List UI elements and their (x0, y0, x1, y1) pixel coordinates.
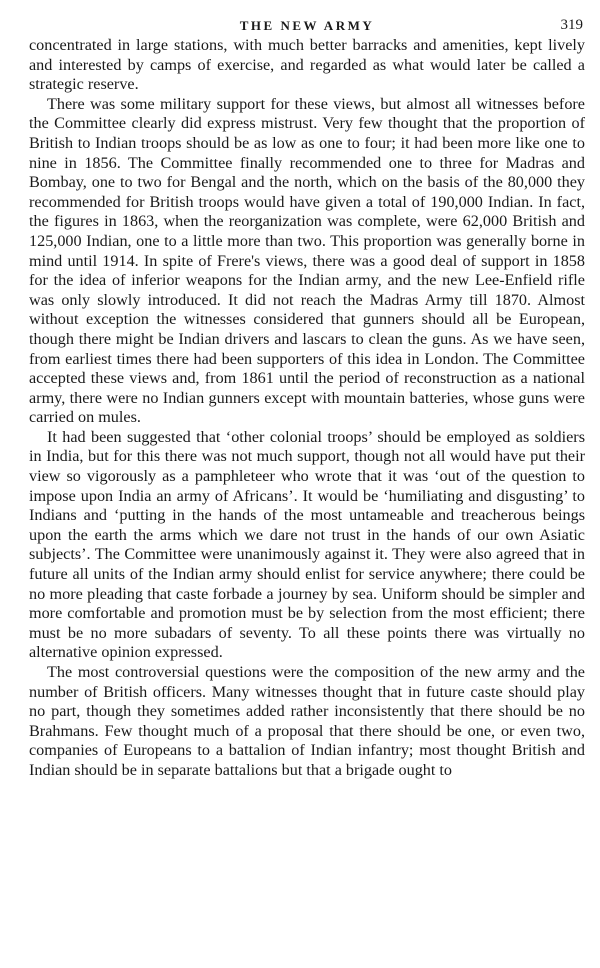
body-text (29, 36, 585, 781)
running-title: THE NEW ARMY (239, 18, 375, 33)
paragraph-1-continuation: concentrated in large stations, with much better barracks and amenities, kept lively and interested by camps of exercise, and regarded as what would later be called a strategic reserve. (29, 36, 585, 94)
page-number: 319 (560, 17, 583, 33)
paragraph-3: It had been suggested that ‘other colonial troops’ should be employed as soldiers in India, but for this there was not much support, though not all would have put their view so vigorously as a pamphleteer who wrote that it was ‘out of the question to impose upon India an army of Africans’. It would be ‘humiliating and disgusting’ to Indians and ‘putting in the hands of the most untameable and treacherous beings upon the earth the arms which we dare not trust in the hands of our own Asiatic subjects’. The Committee were unanimously against it. They were also agreed that in future all units of the Indian army should enlist for service anywhere; there could be no more pleading that caste forbade a journey by sea. Uniform should be simpler and more comfortable and promotion must be by selection from the most efficient; there must be no more subadars of seventy. To all these points there was virtually no alternative opinion expressed. (29, 427, 585, 662)
running-header (29, 12, 585, 36)
paragraph-4: The most controversial questions were the composition of the new army and the number of British officers. Many witnesses thought that in future caste should play no part, though they sometimes added rather inconsistently that there should be no Brahmans. Few thought much of a proposal that there should be one, or even two, companies of Europeans to a battalion of Indian infantry; most thought British and Indian should be in separate battalions but that a brigade ought to (29, 663, 585, 779)
paragraph-2: There was some military support for these views, but almost all witnesses before the Committee clearly did express mistrust. Very few thought that the proportion of British to Indian troops should be as low as one to four; it had been more like one to nine in 1856. The Committee finally recommended one to three for Madras and Bombay, one to two for Bengal and the north, which on the basis of the 80,000 they recommended for British troops would have given a total of 190,000 Indian. In fact, the figures in 1863, when the reorganization was complete, were 62,000 British and 125,000 Indian, one to a little more than two. This proportion was generally borne in mind until 1914. In spite of Frere's views, there was a good deal of support in 1858 for the idea of inferior weapons for the Indian army, and the new Lee-Enfield rifle was only slowly introduced. It did not reach the Madras Army till 1870. Almost without exception the witnesses considered that gunners should all be European, though there might be Indian drivers and lascars to clean the guns. As we have seen, from earliest times there had been supporters of this idea in London. The Committee accepted these views and, from 1861 until the period of reconstruction as a national army, there were no Indian gunners except with mountain batteries, whose guns were carried on mules. (29, 94, 585, 427)
